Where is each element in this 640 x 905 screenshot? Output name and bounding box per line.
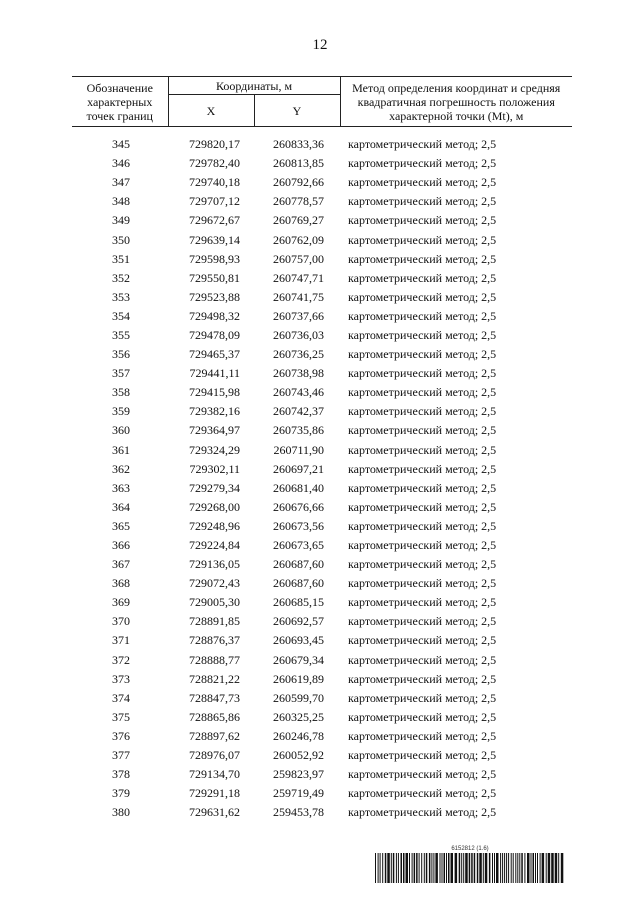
method-accuracy: картометрический метод; 2,5 xyxy=(348,709,497,724)
point-number: 348 xyxy=(112,194,130,209)
coordinate-y: 260052,92 xyxy=(273,748,324,763)
coordinate-x: 729279,34 xyxy=(189,480,240,495)
method-accuracy: картометрический метод; 2,5 xyxy=(348,423,497,438)
coordinates-table xyxy=(72,76,572,822)
point-number: 351 xyxy=(112,251,130,266)
coordinate-y: 260693,45 xyxy=(273,633,324,648)
coordinate-x: 729248,96 xyxy=(189,518,240,533)
table-body xyxy=(72,127,572,823)
coordinate-x: 728821,22 xyxy=(189,671,240,686)
table-row xyxy=(72,574,572,593)
method-accuracy: картометрический метод; 2,5 xyxy=(348,308,497,323)
coordinate-x: 729364,97 xyxy=(189,423,240,438)
point-number: 358 xyxy=(112,385,130,400)
table-row xyxy=(72,192,572,211)
table-row xyxy=(72,803,572,822)
method-accuracy: картометрический метод; 2,5 xyxy=(348,671,497,686)
point-number: 353 xyxy=(112,289,130,304)
coordinate-x: 729523,88 xyxy=(189,289,240,304)
method-accuracy: картометрический метод; 2,5 xyxy=(348,156,497,171)
point-number: 354 xyxy=(112,308,130,323)
method-accuracy: картометрический метод; 2,5 xyxy=(348,194,497,209)
method-accuracy: картометрический метод; 2,5 xyxy=(348,232,497,247)
coordinate-x: 728876,37 xyxy=(189,633,240,648)
method-accuracy: картометрический метод; 2,5 xyxy=(348,137,497,152)
point-number: 362 xyxy=(112,461,130,476)
point-number: 380 xyxy=(112,805,130,820)
header-coordinates: Координаты, м xyxy=(168,77,340,95)
point-number: 373 xyxy=(112,671,130,686)
coordinate-y: 260692,57 xyxy=(273,614,324,629)
method-accuracy: картометрический метод; 2,5 xyxy=(348,595,497,610)
point-number: 357 xyxy=(112,366,130,381)
method-accuracy: картометрический метод; 2,5 xyxy=(348,289,497,304)
header-method: Метод определения координат и средняя квадратичная погрешность положения характерной точки (Mt), м xyxy=(340,77,572,127)
point-number: 371 xyxy=(112,633,130,648)
table-row xyxy=(72,727,572,746)
point-number: 376 xyxy=(112,728,130,743)
stamp-code: 6152812 (1.6) xyxy=(451,846,489,852)
coordinate-y: 260697,21 xyxy=(273,461,324,476)
coordinate-y: 260736,25 xyxy=(273,347,324,362)
table-row xyxy=(72,211,572,230)
coordinate-x: 729550,81 xyxy=(189,270,240,285)
table-row xyxy=(72,746,572,765)
point-number: 368 xyxy=(112,576,130,591)
coordinate-y: 260778,57 xyxy=(273,194,324,209)
table-row xyxy=(72,631,572,650)
coordinate-y: 260741,75 xyxy=(273,289,324,304)
table-row xyxy=(72,479,572,498)
coordinate-x: 729072,43 xyxy=(189,576,240,591)
table-row xyxy=(72,689,572,708)
method-accuracy: картометрический метод; 2,5 xyxy=(348,728,497,743)
coordinate-x: 728847,73 xyxy=(189,690,240,705)
coordinate-x: 729478,09 xyxy=(189,327,240,342)
point-number: 378 xyxy=(112,767,130,782)
coordinate-x: 729324,29 xyxy=(189,442,240,457)
coordinate-x: 729820,17 xyxy=(189,137,240,152)
method-accuracy: картометрический метод; 2,5 xyxy=(348,270,497,285)
page-number: 12 xyxy=(312,37,328,53)
point-number: 360 xyxy=(112,423,130,438)
coordinate-y: 259453,78 xyxy=(273,805,324,820)
method-accuracy: картометрический метод; 2,5 xyxy=(348,480,497,495)
table-row xyxy=(72,288,572,307)
coordinate-y: 260738,98 xyxy=(273,366,324,381)
coordinate-y: 260737,66 xyxy=(273,308,324,323)
method-accuracy: картометрический метод; 2,5 xyxy=(348,442,497,457)
coordinate-y: 260246,78 xyxy=(273,728,324,743)
coordinate-x: 729707,12 xyxy=(189,194,240,209)
coordinate-y: 260833,36 xyxy=(273,137,324,152)
coordinate-y: 260676,66 xyxy=(273,499,324,514)
point-number: 367 xyxy=(112,557,130,572)
method-accuracy: картометрический метод; 2,5 xyxy=(348,652,497,667)
coordinate-y: 260757,00 xyxy=(273,251,324,266)
table-header xyxy=(72,77,572,127)
table-row xyxy=(72,498,572,517)
method-accuracy: картометрический метод; 2,5 xyxy=(348,175,497,190)
coordinate-x: 729415,98 xyxy=(189,385,240,400)
coordinate-x: 728865,86 xyxy=(189,709,240,724)
header-y: Y xyxy=(254,95,340,127)
table-row xyxy=(72,651,572,670)
coordinate-y: 260792,66 xyxy=(273,175,324,190)
coordinate-y: 260769,27 xyxy=(273,213,324,228)
point-number: 364 xyxy=(112,499,130,514)
method-accuracy: картометрический метод; 2,5 xyxy=(348,748,497,763)
coordinate-y: 260687,60 xyxy=(273,576,324,591)
coordinate-y: 260762,09 xyxy=(273,232,324,247)
coordinate-x: 729302,11 xyxy=(189,461,240,476)
point-number: 370 xyxy=(112,614,130,629)
point-number: 377 xyxy=(112,748,130,763)
method-accuracy: картометрический метод; 2,5 xyxy=(348,327,497,342)
point-number: 355 xyxy=(112,327,130,342)
method-accuracy: картометрический метод; 2,5 xyxy=(348,557,497,572)
coordinate-x: 729465,37 xyxy=(189,347,240,362)
table-row xyxy=(72,154,572,173)
table-row xyxy=(72,421,572,440)
table-row xyxy=(72,517,572,536)
table-row xyxy=(72,230,572,249)
method-accuracy: картометрический метод; 2,5 xyxy=(348,690,497,705)
coordinate-y: 260673,56 xyxy=(273,518,324,533)
coordinate-x: 728888,77 xyxy=(189,652,240,667)
coordinate-x: 729498,32 xyxy=(189,308,240,323)
header-designation: Обозначение характерных точек границ xyxy=(72,77,168,127)
method-accuracy: картометрический метод; 2,5 xyxy=(348,213,497,228)
document-stamp xyxy=(375,845,565,883)
table-row xyxy=(72,612,572,631)
point-number: 347 xyxy=(112,175,130,190)
table-row xyxy=(72,708,572,727)
coordinate-x: 729382,16 xyxy=(189,404,240,419)
point-number: 352 xyxy=(112,270,130,285)
table-row xyxy=(72,326,572,345)
coordinate-y: 260679,34 xyxy=(273,652,324,667)
table-row xyxy=(72,135,572,154)
method-accuracy: картометрический метод; 2,5 xyxy=(348,538,497,553)
point-number: 359 xyxy=(112,404,130,419)
point-number: 369 xyxy=(112,595,130,610)
method-accuracy: картометрический метод; 2,5 xyxy=(348,499,497,514)
coordinate-x: 729134,70 xyxy=(189,767,240,782)
method-accuracy: картометрический метод; 2,5 xyxy=(348,805,497,820)
method-accuracy: картометрический метод; 2,5 xyxy=(348,461,497,476)
coordinate-y: 260747,71 xyxy=(273,270,324,285)
method-accuracy: картометрический метод; 2,5 xyxy=(348,366,497,381)
coordinate-y: 260619,89 xyxy=(273,671,324,686)
coordinate-y: 260736,03 xyxy=(273,327,324,342)
table-row xyxy=(72,250,572,269)
coordinate-y: 260743,46 xyxy=(273,385,324,400)
table-row xyxy=(72,173,572,192)
coordinate-y: 260685,15 xyxy=(273,595,324,610)
coordinate-y: 260681,40 xyxy=(273,480,324,495)
table-row xyxy=(72,765,572,784)
table-row xyxy=(72,670,572,689)
table-row xyxy=(72,536,572,555)
coordinate-y: 260599,70 xyxy=(273,690,324,705)
point-number: 374 xyxy=(112,690,130,705)
coordinate-y: 259719,49 xyxy=(273,786,324,801)
coordinate-x: 729224,84 xyxy=(189,538,240,553)
coordinate-x: 728891,85 xyxy=(189,614,240,629)
method-accuracy: картометрический метод; 2,5 xyxy=(348,633,497,648)
method-accuracy: картометрический метод; 2,5 xyxy=(348,404,497,419)
coordinate-x: 728897,62 xyxy=(189,728,240,743)
method-accuracy: картометрический метод; 2,5 xyxy=(348,385,497,400)
table-row xyxy=(72,784,572,803)
table-row xyxy=(72,345,572,364)
coordinate-x: 729631,62 xyxy=(189,805,240,820)
coordinate-y: 260742,37 xyxy=(273,404,324,419)
method-accuracy: картометрический метод; 2,5 xyxy=(348,767,497,782)
point-number: 366 xyxy=(112,538,130,553)
coordinate-x: 729268,00 xyxy=(189,499,240,514)
barcode-icon xyxy=(375,853,565,883)
coordinate-x: 729291,18 xyxy=(189,786,240,801)
point-number: 365 xyxy=(112,518,130,533)
point-number: 375 xyxy=(112,709,130,724)
coordinate-x: 728976,07 xyxy=(189,748,240,763)
coordinate-y: 260813,85 xyxy=(273,156,324,171)
point-number: 356 xyxy=(112,347,130,362)
coordinate-x: 729598,93 xyxy=(189,251,240,266)
coordinate-y: 260325,25 xyxy=(273,709,324,724)
table-row xyxy=(72,555,572,574)
coordinate-x: 729136,05 xyxy=(189,557,240,572)
method-accuracy: картометрический метод; 2,5 xyxy=(348,786,497,801)
coordinate-y: 260673,65 xyxy=(273,538,324,553)
coordinate-x: 729782,40 xyxy=(189,156,240,171)
method-accuracy: картометрический метод; 2,5 xyxy=(348,614,497,629)
coordinate-y: 260711,90 xyxy=(273,442,324,457)
table-row xyxy=(72,383,572,402)
table-row xyxy=(72,460,572,479)
method-accuracy: картометрический метод; 2,5 xyxy=(348,347,497,362)
point-number: 363 xyxy=(112,480,130,495)
point-number: 349 xyxy=(112,213,130,228)
coordinate-x: 729639,14 xyxy=(189,232,240,247)
coordinate-x: 729740,18 xyxy=(189,175,240,190)
table-row xyxy=(72,364,572,383)
table-row xyxy=(72,269,572,288)
coordinate-x: 729441,11 xyxy=(189,366,240,381)
point-number: 345 xyxy=(112,137,130,152)
table-row xyxy=(72,593,572,612)
method-accuracy: картометрический метод; 2,5 xyxy=(348,576,497,591)
header-x: X xyxy=(168,95,254,127)
method-accuracy: картометрический метод; 2,5 xyxy=(348,251,497,266)
method-accuracy: картометрический метод; 2,5 xyxy=(348,518,497,533)
point-number: 346 xyxy=(112,156,130,171)
coordinate-y: 260735,86 xyxy=(273,423,324,438)
coordinate-x: 729672,67 xyxy=(189,213,240,228)
coordinate-y: 259823,97 xyxy=(273,767,324,782)
coordinate-y: 260687,60 xyxy=(273,557,324,572)
point-number: 379 xyxy=(112,786,130,801)
point-number: 350 xyxy=(112,232,130,247)
coordinate-x: 729005,30 xyxy=(189,595,240,610)
table-row xyxy=(72,402,572,421)
table-row xyxy=(72,441,572,460)
point-number: 372 xyxy=(112,652,130,667)
table-row xyxy=(72,307,572,326)
point-number: 361 xyxy=(112,442,130,457)
